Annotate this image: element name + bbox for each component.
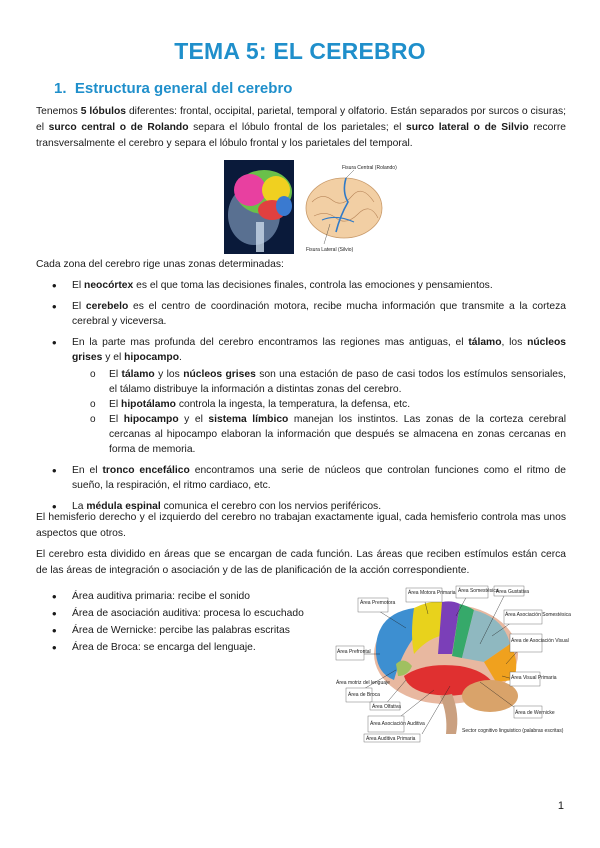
label-auditiva-primaria: Área Auditiva Primaria (366, 736, 416, 742)
brain-zones-list (36, 278, 566, 520)
brain-fissures-diagram (302, 162, 397, 254)
sub-list-item: o El hipotálamo controla la ingesta, la temperatura, la defensa, etc. (36, 397, 566, 412)
label-prefrontal: Área Prefrontal (337, 649, 371, 655)
label-olfativa: Área Olfativa (372, 704, 401, 710)
areas-list (36, 588, 326, 656)
section-number: 1. (54, 80, 67, 97)
label-somestesica: Área Somestésica (458, 588, 499, 594)
label-broca: Área de Broca (348, 692, 380, 698)
list-item: • Área de asociación auditiva: procesa lo escuchado (36, 605, 326, 622)
label-asoc-visual: Área de Asociación Visual (511, 638, 569, 644)
list-item: • La médula espinal comunica el cerebro con los nervios periféricos. (36, 499, 566, 514)
intro-paragraph: Tenemos 5 lóbulos diferentes: frontal, occipital, parietal, temporal y olfatorio. Están separados por surcos o cisuras; el surco central o de Rolando separa el lóbulo frontal de los parietales; el surco lateral o de Silvio recorre transversalmente el cerebro y separa el lóbulo frontal y los parietales del temporal. (36, 106, 566, 149)
hemisphere-paragraph: El hemisferio derecho y el izquierdo del cerebro no trabajan exactamente igual, cada hemisferio controla mas unos aspectos que otros. (36, 512, 566, 539)
list-item: • Área auditiva primaria: recibe el sonido (36, 588, 326, 605)
areas-paragraph: El cerebro esta dividido en áreas que se encargan de cada función. Las áreas que reciben estímulos están cerca de las áreas de integración o asociación y de las de planificación de la acción correspondiente. (36, 549, 566, 576)
label-motora: Área Motora Primaria (408, 590, 456, 596)
label-motriz: Área motriz del lenguaje (336, 680, 390, 686)
label-lateral-fissure: Fisura Lateral (Silvio) (306, 247, 354, 253)
list-item: • El cerebelo es el centro de coordinación motora, recibe mucha información que transmite a la corteza cerebral y viceversa. (36, 299, 566, 329)
list-item: • Área de Broca: se encarga del lenguaje. (36, 639, 326, 656)
label-wernicke: Área de Wernicke (515, 710, 555, 716)
list-item: • En la parte mas profunda del cerebro encontramos las regiones mas antiguas, el tálamo, los núcleos grises y el hipocampo. (36, 335, 566, 365)
page-title: TEMA 5: EL CEREBRO (174, 38, 426, 64)
label-asoc-auditiva: Área Asociación Auditiva (370, 721, 425, 727)
label-central-fissure: Fisura Central (Rolando) (342, 165, 397, 171)
page-number: 1 (557, 800, 564, 812)
label-sector-cognitivo: Sector cognitivo linguistico (palabras escritas) (462, 728, 564, 734)
section-title: Estructura general del cerebro (74, 80, 293, 97)
list-item: • El neocórtex es el que toma las decisiones finales, controla las emociones y pensamientos. (36, 278, 566, 293)
brain-functional-areas-diagram (334, 584, 571, 742)
label-gustativa: Área Gustativa (496, 589, 530, 595)
label-asoc-somestesica: Área Asociación Somestésica (505, 612, 571, 618)
list-item: • En el tronco encefálico encontramos una serie de núcleos que controlan funciones como el ritmo de sueño, la respiración, el ritmo cardiaco, etc. (36, 463, 566, 493)
label-premotora: Área Premotora (360, 600, 396, 606)
sub-list-item: o El hipocampo y el sistema límbico manejan los instintos. Las zonas de la corteza cerebral cercanas al hipocampo elaboran la información que después se almacena en zonas cercanas en forma de memoria. (36, 412, 566, 457)
sub-list-item: o El tálamo y los núcleos grises son una estación de paso de casi todos los estímulos sensoriales, el tálamo distribuye la información a distintas zonas del cerebro. (36, 367, 566, 397)
label-visual-primaria: Área Visual Primaria (511, 675, 557, 681)
section-heading (54, 80, 292, 97)
list-item: • Área de Wernicke: percibe las palabras escritas (36, 622, 326, 639)
zones-intro: Cada zona del cerebro rige unas zonas determinadas: (36, 259, 284, 270)
